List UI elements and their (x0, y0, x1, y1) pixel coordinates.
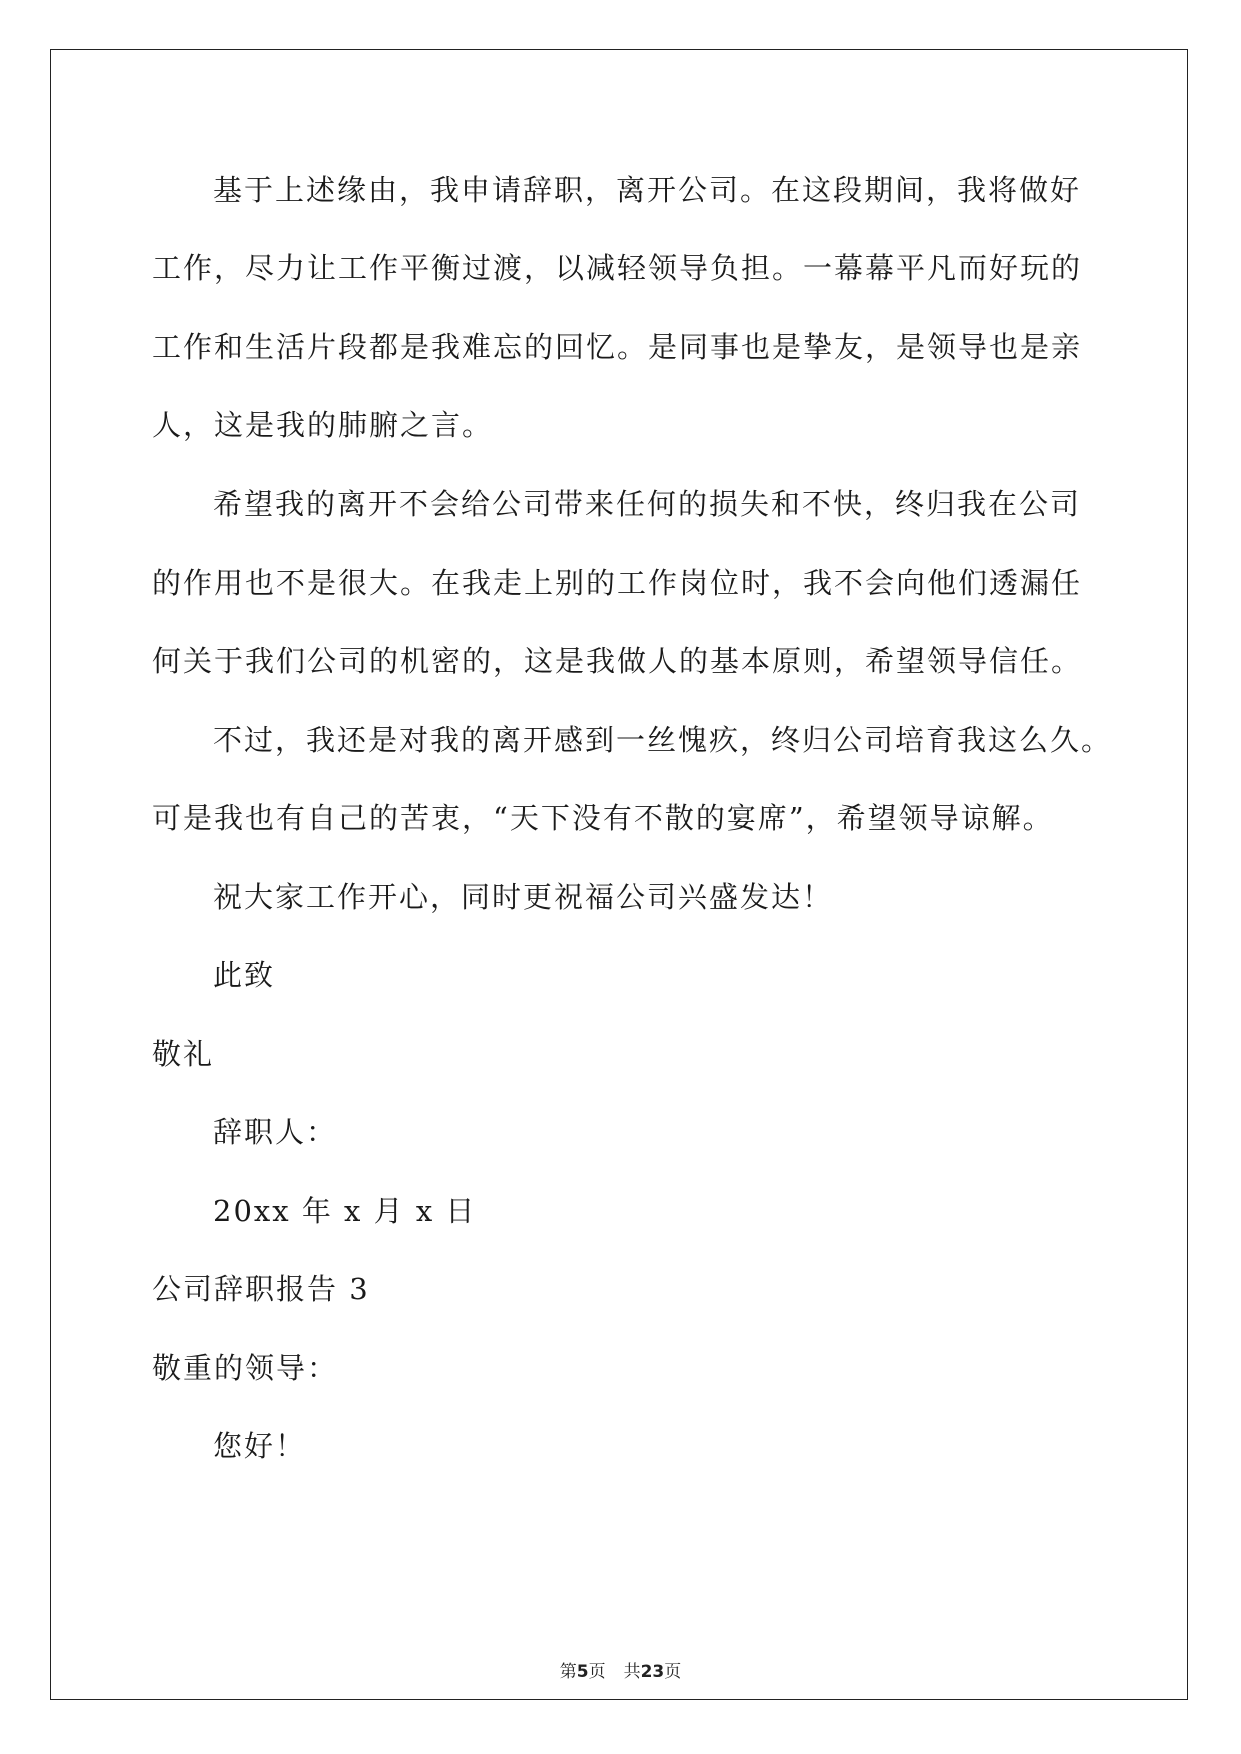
closing-wish: 祝大家工作开心，同时更祝福公司兴盛发达！ (213, 880, 834, 914)
paragraph-line: 不过，我还是对我的离开感到一丝愧疚，终归公司培育我这么久。 (213, 723, 1113, 757)
signature-label: 辞职人： (213, 1115, 338, 1149)
total-pages: 23 (640, 1662, 665, 1682)
paragraph-line: 基于上述缘由，我申请辞职，离开公司。在这段期间，我将做好 (213, 173, 1082, 207)
paragraph-line: 工作和生活片段都是我难忘的回忆。是同事也是挚友，是领导也是亲 (152, 330, 1083, 364)
date-line: 20xx 年 x 月 x 日 (213, 1194, 477, 1228)
greeting: 您好！ (213, 1429, 307, 1463)
paragraph-line: 的作用也不是很大。在我走上别的工作岗位时，我不会向他们透漏任 (152, 566, 1083, 600)
page-footer (0, 1660, 1241, 1684)
page-number: 5 (576, 1662, 589, 1682)
total-prefix: 共 (623, 1662, 641, 1682)
greeting-recipient: 敬重的领导： (152, 1351, 339, 1385)
page-prefix: 第 (559, 1662, 577, 1682)
paragraph-line: 可是我也有自己的苦衷，“天下没有不散的宴席”，希望领导谅解。 (152, 801, 1054, 835)
paragraph-line: 工作，尽力让工作平衡过渡，以减轻领导负担。一幕幕平凡而好玩的 (152, 251, 1083, 285)
paragraph-line: 希望我的离开不会给公司带来任何的损失和不快，终归我在公司 (213, 487, 1082, 521)
total-suffix: 页 (664, 1662, 682, 1682)
salutation-jingli: 敬礼 (152, 1037, 215, 1071)
page-suffix: 页 (588, 1662, 606, 1682)
paragraph-line: 何关于我们公司的机密的，这是我做人的基本原则，希望领导信任。 (152, 644, 1083, 678)
section-title: 公司辞职报告 3 (152, 1272, 370, 1306)
salutation-cizhi: 此致 (213, 958, 276, 992)
paragraph-line: 人，这是我的肺腑之言。 (152, 408, 494, 442)
